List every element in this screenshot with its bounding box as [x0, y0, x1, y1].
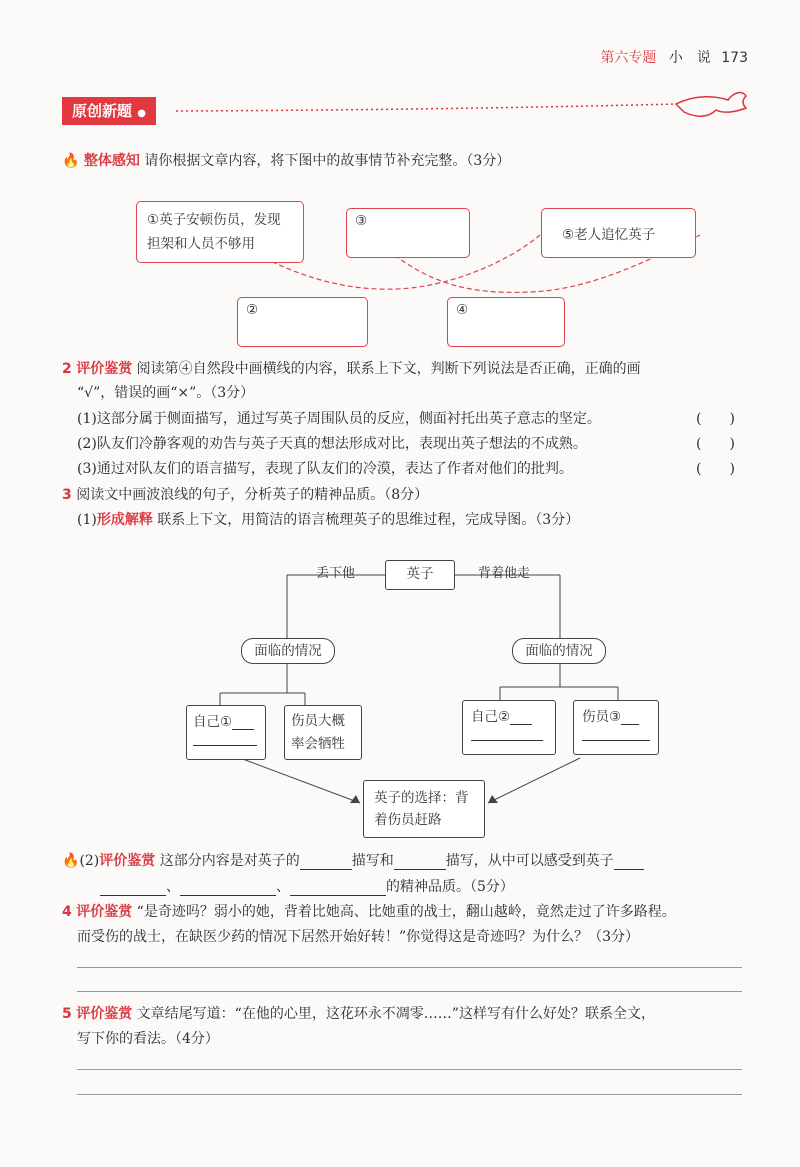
question-2: [62, 358, 641, 378]
plot-box-1: ①英子安顿伤员，发现担架和人员不够用: [136, 201, 304, 263]
q5-number: 5: [62, 1006, 72, 1022]
fire-icon: 🔥: [62, 853, 80, 869]
bullet-dot-icon: ●: [137, 108, 146, 119]
map-self-2-text: 自己②: [471, 709, 511, 725]
q3-sub-1-label: 形成解释: [96, 512, 153, 528]
subject-name: 小 说: [668, 50, 711, 66]
q3-blank-1[interactable]: [300, 869, 352, 870]
dotted-line-with-cat-icon: [176, 86, 752, 132]
map-self-1-blank-a[interactable]: [232, 729, 254, 730]
q3-sub-2-label: 评价鉴赏: [99, 853, 156, 869]
q3-blank-6[interactable]: [290, 895, 386, 896]
q4-text-2: 而受伤的战士，在缺医少药的情况下居然开始好转！”你觉得这是奇迹吗？为什么？（3分）: [77, 929, 640, 945]
q2-item-2: (2)队友们冷静客观的劝告与英子天真的想法形成对比，表现出英子想法的不成熟。: [77, 436, 587, 452]
map-wounded-3-blank-b[interactable]: [582, 740, 650, 741]
q3-sub-2-tail: 的精神品质。（5分）: [386, 879, 514, 895]
page-header: [600, 47, 748, 67]
section-banner: [62, 97, 156, 125]
map-node-yingzi: 英子: [385, 560, 455, 590]
question-3: [62, 484, 428, 504]
q3-blank-4[interactable]: [100, 895, 166, 896]
banner-title: 原创新题: [72, 102, 133, 120]
q5-answer-line-2[interactable]: [77, 1094, 742, 1095]
map-node-situation-left: 面临的情况: [241, 638, 335, 664]
q4-answer-line-2[interactable]: [77, 991, 742, 992]
q5-answer-line-1[interactable]: [77, 1069, 742, 1070]
q3-text: 阅读文中画波浪线的句子，分析英子的精神品质。（8分）: [76, 487, 429, 503]
q5-label: 评价鉴赏: [76, 1006, 133, 1022]
q3-sep-2: 、: [276, 879, 290, 895]
q3-number: 3: [62, 487, 72, 503]
q2-text-2: “√”，错误的画“×”。（3分）: [77, 385, 255, 401]
map-node-wounded-a: 伤员大概率会牺牲: [284, 705, 362, 760]
q3-sep-1: 、: [166, 879, 180, 895]
q4-number: 4: [62, 904, 72, 920]
q2-answer-2[interactable]: ( ): [696, 436, 735, 452]
q3-blank-2[interactable]: [394, 869, 446, 870]
q3-sub-1-prefix: (1): [77, 512, 97, 528]
q4-answer-line-1[interactable]: [77, 967, 742, 968]
map-self-1-blank-b[interactable]: [193, 745, 257, 746]
q3-sub-2-text-c: 描写，从中可以感受到英子: [445, 853, 614, 869]
q4-text-1: “是奇迹吗？弱小的她，背着比她高、比她重的战士，翻山越岭，竟然走过了许多路程。: [136, 904, 676, 920]
q3-sub-2: [62, 850, 644, 870]
q3-sub-2-text-b: 描写和: [351, 853, 394, 869]
plot-box-4[interactable]: ④: [447, 297, 565, 347]
map-wounded-3-blank-a[interactable]: [621, 724, 639, 725]
question-4: [62, 901, 676, 921]
map-node-self-1[interactable]: [186, 705, 266, 760]
map-node-self-2[interactable]: [462, 700, 556, 755]
q1-text: 请你根据文章内容，将下图中的故事情节补充完整。（3分）: [144, 153, 511, 169]
map-self-1-text: 自己①: [193, 714, 233, 730]
q2-item-3: (3)通过对队友们的语言描写，表现了队友们的冷漠，表达了作者对他们的批判。: [77, 461, 573, 477]
q4-label: 评价鉴赏: [76, 904, 133, 920]
q3-blank-3[interactable]: [614, 869, 644, 870]
q2-answer-3[interactable]: ( ): [696, 461, 735, 477]
plot-box-5: ⑤老人追忆英子: [541, 208, 696, 258]
map-left-label: 丢下他: [316, 566, 356, 581]
page-number: 173: [721, 50, 748, 66]
section-name: 第六专题: [600, 50, 657, 66]
q2-answer-1[interactable]: ( ): [696, 411, 735, 427]
q2-number: 2: [62, 361, 72, 377]
q2-text-1: 阅读第④自然段中画横线的内容，联系上下文，判断下列说法是否正确，正确的画: [136, 361, 641, 377]
q1-label: 整体感知: [83, 153, 140, 169]
map-node-wounded-3[interactable]: [573, 700, 659, 755]
q5-text-2: 写下你的看法。（4分）: [77, 1031, 219, 1047]
q3-blank-5[interactable]: [180, 895, 276, 896]
q2-label: 评价鉴赏: [76, 361, 133, 377]
question-5: [62, 1003, 655, 1023]
q3-sub-1: [77, 509, 579, 529]
map-right-label: 背着他走: [478, 566, 531, 581]
fire-icon: 🔥: [62, 153, 80, 169]
map-self-2-blank-b[interactable]: [471, 740, 543, 741]
q3-sub-2-text-a: 这部分内容是对英子的: [159, 853, 300, 869]
map-self-2-blank-a[interactable]: [510, 724, 532, 725]
map-wounded-3-text: 伤员③: [582, 709, 622, 725]
map-node-choice: 英子的选择：背着伤员赶路: [363, 780, 485, 838]
q3-sub-1-text: 联系上下文，用简洁的语言梳理英子的思维过程，完成导图。（3分）: [157, 512, 580, 528]
map-node-situation-right: 面临的情况: [512, 638, 606, 664]
q5-text-1: 文章结尾写道：“在他的心里，这花环永不凋零……”这样写有什么好处？联系全文，: [136, 1006, 655, 1022]
plot-box-3[interactable]: ③: [346, 208, 470, 258]
q2-item-1: (1)这部分属于侧面描写，通过写英子周围队员的反应，侧面衬托出英子意志的坚定。: [77, 411, 601, 427]
plot-box-2[interactable]: ②: [237, 297, 368, 347]
q3-sub-2-prefix: (2): [79, 853, 100, 869]
question-1: [62, 150, 510, 170]
q3-sub-2-line-2: [100, 876, 514, 896]
